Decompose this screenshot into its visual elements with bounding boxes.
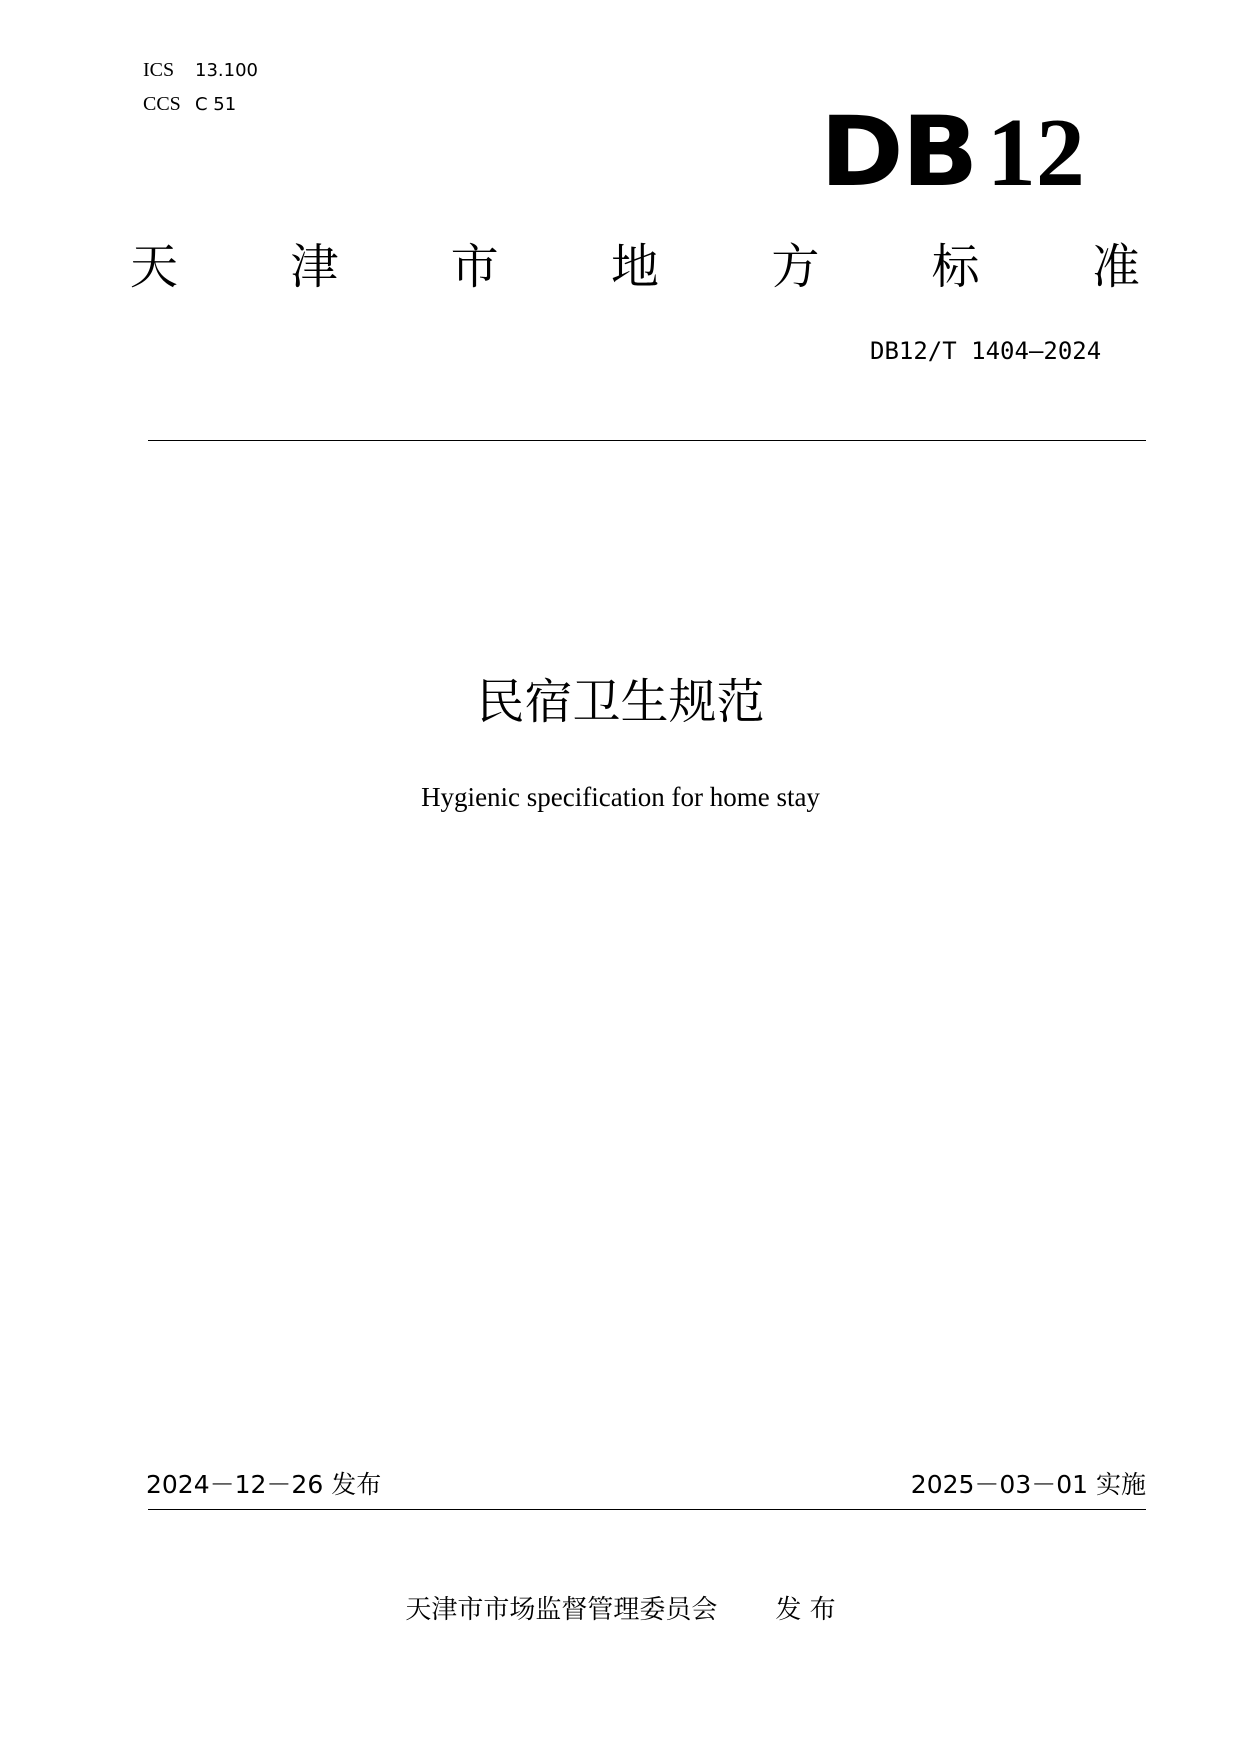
footer-divider <box>148 1509 1146 1510</box>
standard-type-char: 标 <box>931 239 980 295</box>
standard-type-char: 津 <box>290 239 339 295</box>
issue-date: 2024－12－26 发布 <box>146 1470 382 1499</box>
standard-type-char: 地 <box>610 239 659 295</box>
standard-type-char: 天 <box>130 239 179 295</box>
standard-type-char: 市 <box>450 239 499 295</box>
publisher-line <box>0 1592 1241 1628</box>
standard-type-char: 准 <box>1091 239 1140 295</box>
header-divider <box>148 440 1146 441</box>
db-logo-prefix: DB <box>820 96 977 208</box>
standard-type-heading <box>130 237 1140 297</box>
standard-number: DB12/T 1404—2024 <box>870 337 1102 365</box>
db-logo-region-code: 12 <box>986 99 1085 207</box>
db-standard-logo <box>820 96 1085 208</box>
ccs-label: CCS <box>143 93 181 115</box>
publisher-action: 发 布 <box>775 1595 836 1625</box>
publisher-name: 天津市市场监督管理委员会 <box>405 1595 718 1625</box>
ccs-classification <box>143 92 236 117</box>
document-title-zh: 民宿卫生规范 <box>476 674 765 730</box>
ics-label: ICS <box>143 59 175 81</box>
implementation-date: 2025－03－01 实施 <box>910 1470 1146 1499</box>
ics-value: 13.100 <box>195 60 258 81</box>
ccs-value: C 51 <box>195 94 237 115</box>
document-title-en: Hygienic specification for home stay <box>421 782 820 812</box>
ics-classification <box>143 58 258 83</box>
standard-type-char: 方 <box>771 239 820 295</box>
